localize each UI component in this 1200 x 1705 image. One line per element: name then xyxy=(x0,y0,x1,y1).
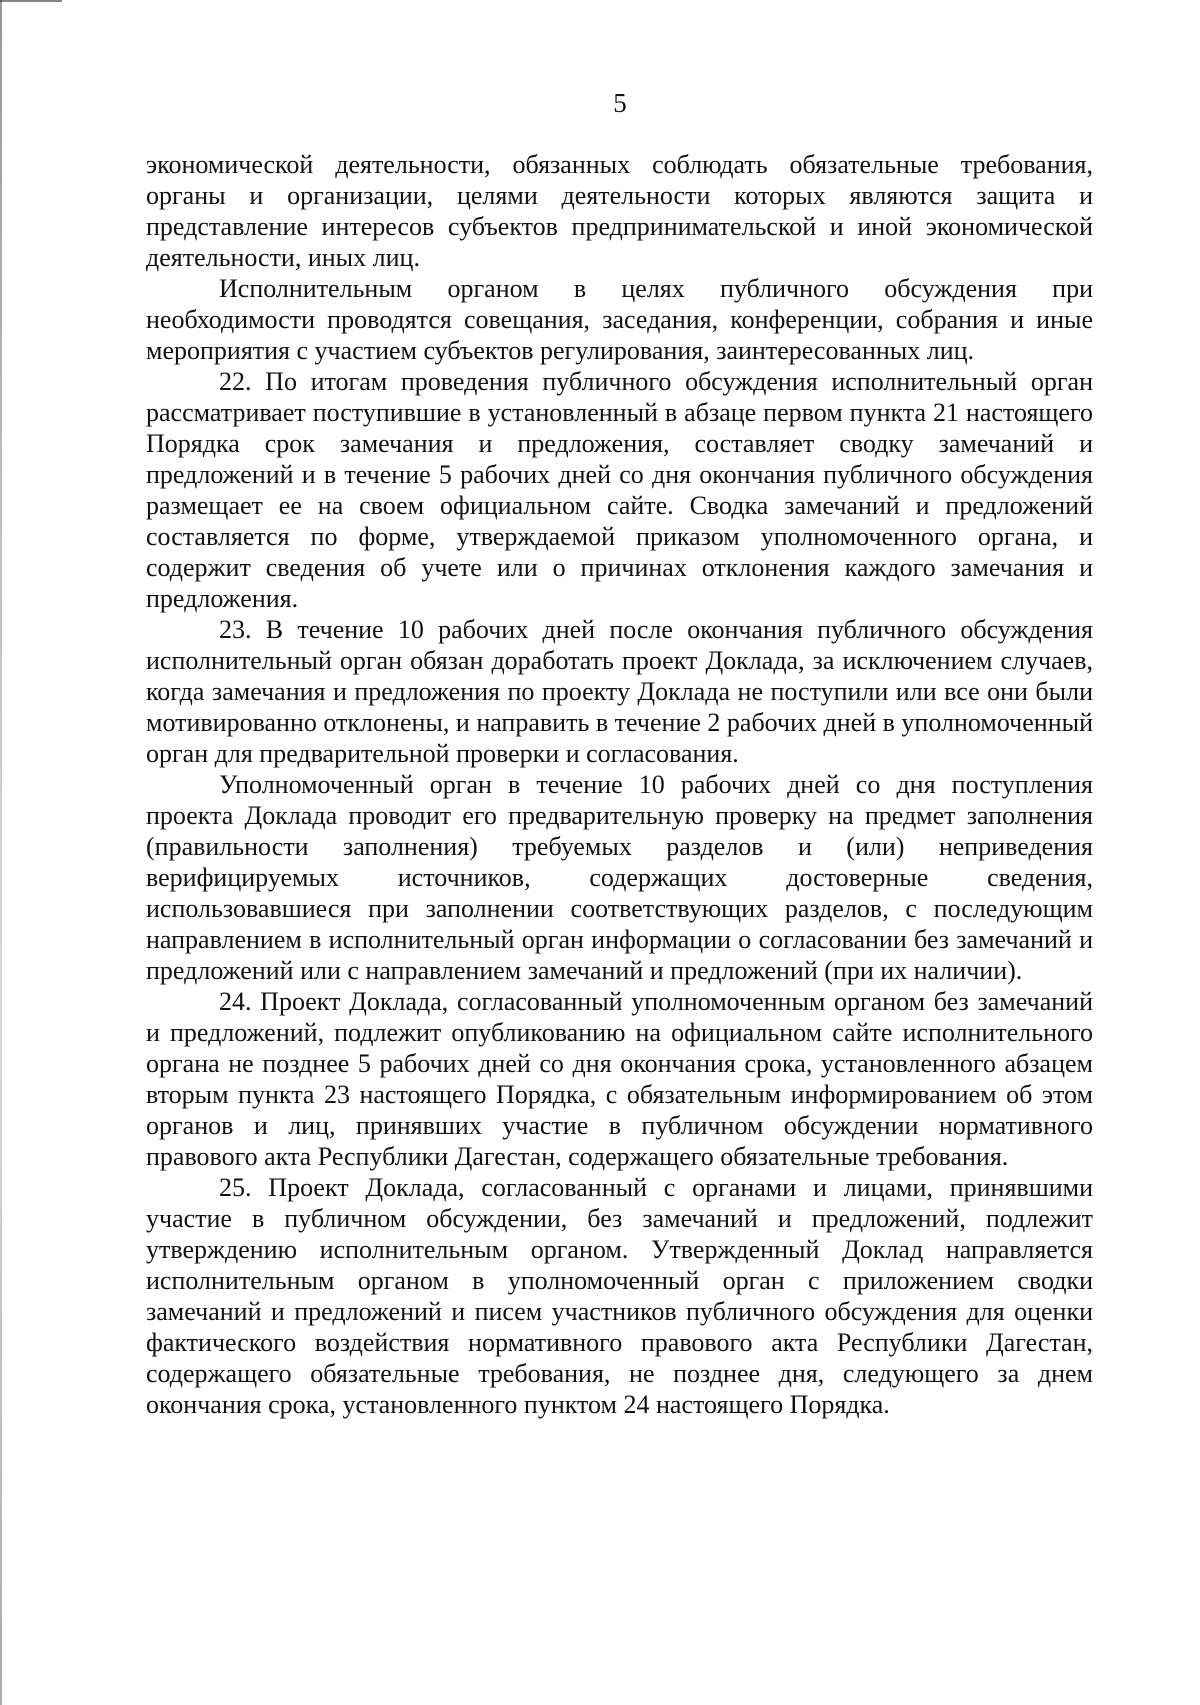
paragraph-clause-23: 23. В течение 10 рабочих дней после окончания публичного обсуждения исполнительный орган обязан доработать проект Доклада, за исключением случаев, когда замечания и предложения по проекту Доклада не поступили или все они были мотивированно отклонены, и направить в течение 2 рабочих дней в уполномоченный орган для предварительной проверки и согласования. xyxy=(146,615,1093,768)
paragraph-authorized-body-check: Уполномоченный орган в течение 10 рабочих дней со дня поступления проекта Доклада проводит его предварительную проверку на предмет заполнения (правильности заполнения) требуемых разделов и (или) неприведения верифицируемых источников, содержащих достоверные сведения, использовавшиеся при заполнении соответствующих разделов, с последующим направлением в исполнительный орган информации о согласовании без замечаний и предложений или с направлением замечаний и предложений (при их наличии). xyxy=(146,770,1093,985)
paragraph-public-discussion-events: Исполнительным органом в целях публичного обсуждения при необходимости проводятся совещания, заседания, конференции, собрания и иные мероприятия с участием субъектов регулирования, заинтересованных лиц. xyxy=(146,274,1093,365)
paragraph-clause-25: 25. Проект Доклада, согласованный с органами и лицами, принявшими участие в публичном обсуждении, без замечаний и предложений, подлежит утверждению исполнительным органом. Утвержденный Доклад направляется исполнительным органом в уполномоченный орган с приложением сводки замечаний и предложений и писем участников публичного обсуждения для оценки фактического воздействия нормативного правового акта Республики Дагестан, содержащего обязательные требования, не позднее дня, следующего за днем окончания срока, установленного пунктом 24 настоящего Порядка. xyxy=(146,1173,1093,1419)
document-body xyxy=(146,149,1093,1420)
scan-edge-left xyxy=(0,0,2,1705)
page-number: 5 xyxy=(613,88,627,118)
paragraph-continuation: экономической деятельности, обязанных соблюдать обязательные требования, органы и организации, целями деятельности которых являются защита и представление интересов субъектов предпринимательской и иной экономической деятельности, иных лиц. xyxy=(146,150,1093,272)
scan-edge-top xyxy=(0,0,62,2)
paragraph-clause-24: 24. Проект Доклада, согласованный уполномоченным органом без замечаний и предложений, подлежит опубликованию на официальном сайте исполнительного органа не позднее 5 рабочих дней со дня окончания срока, установленного абзацем вторым пункта 23 настоящего Порядка, с обязательным информированием об этом органов и лиц, принявших участие в публичном обсуждении нормативного правового акта Республики Дагестан, содержащего обязательные требования. xyxy=(146,987,1093,1171)
paragraph-clause-22: 22. По итогам проведения публичного обсуждения исполнительный орган рассматривает поступившие в установленный в абзаце первом пункта 21 настоящего Порядка срок замечания и предложения, составляет сводку замечаний и предложений и в течение 5 рабочих дней со дня окончания публичного обсуждения размещает ее на своем официальном сайте. Сводка замечаний и предложений составляется по форме, утверждаемой приказом уполномоченного органа, и содержит сведения об учете или о причинах отклонения каждого замечания и предложения. xyxy=(146,367,1093,613)
